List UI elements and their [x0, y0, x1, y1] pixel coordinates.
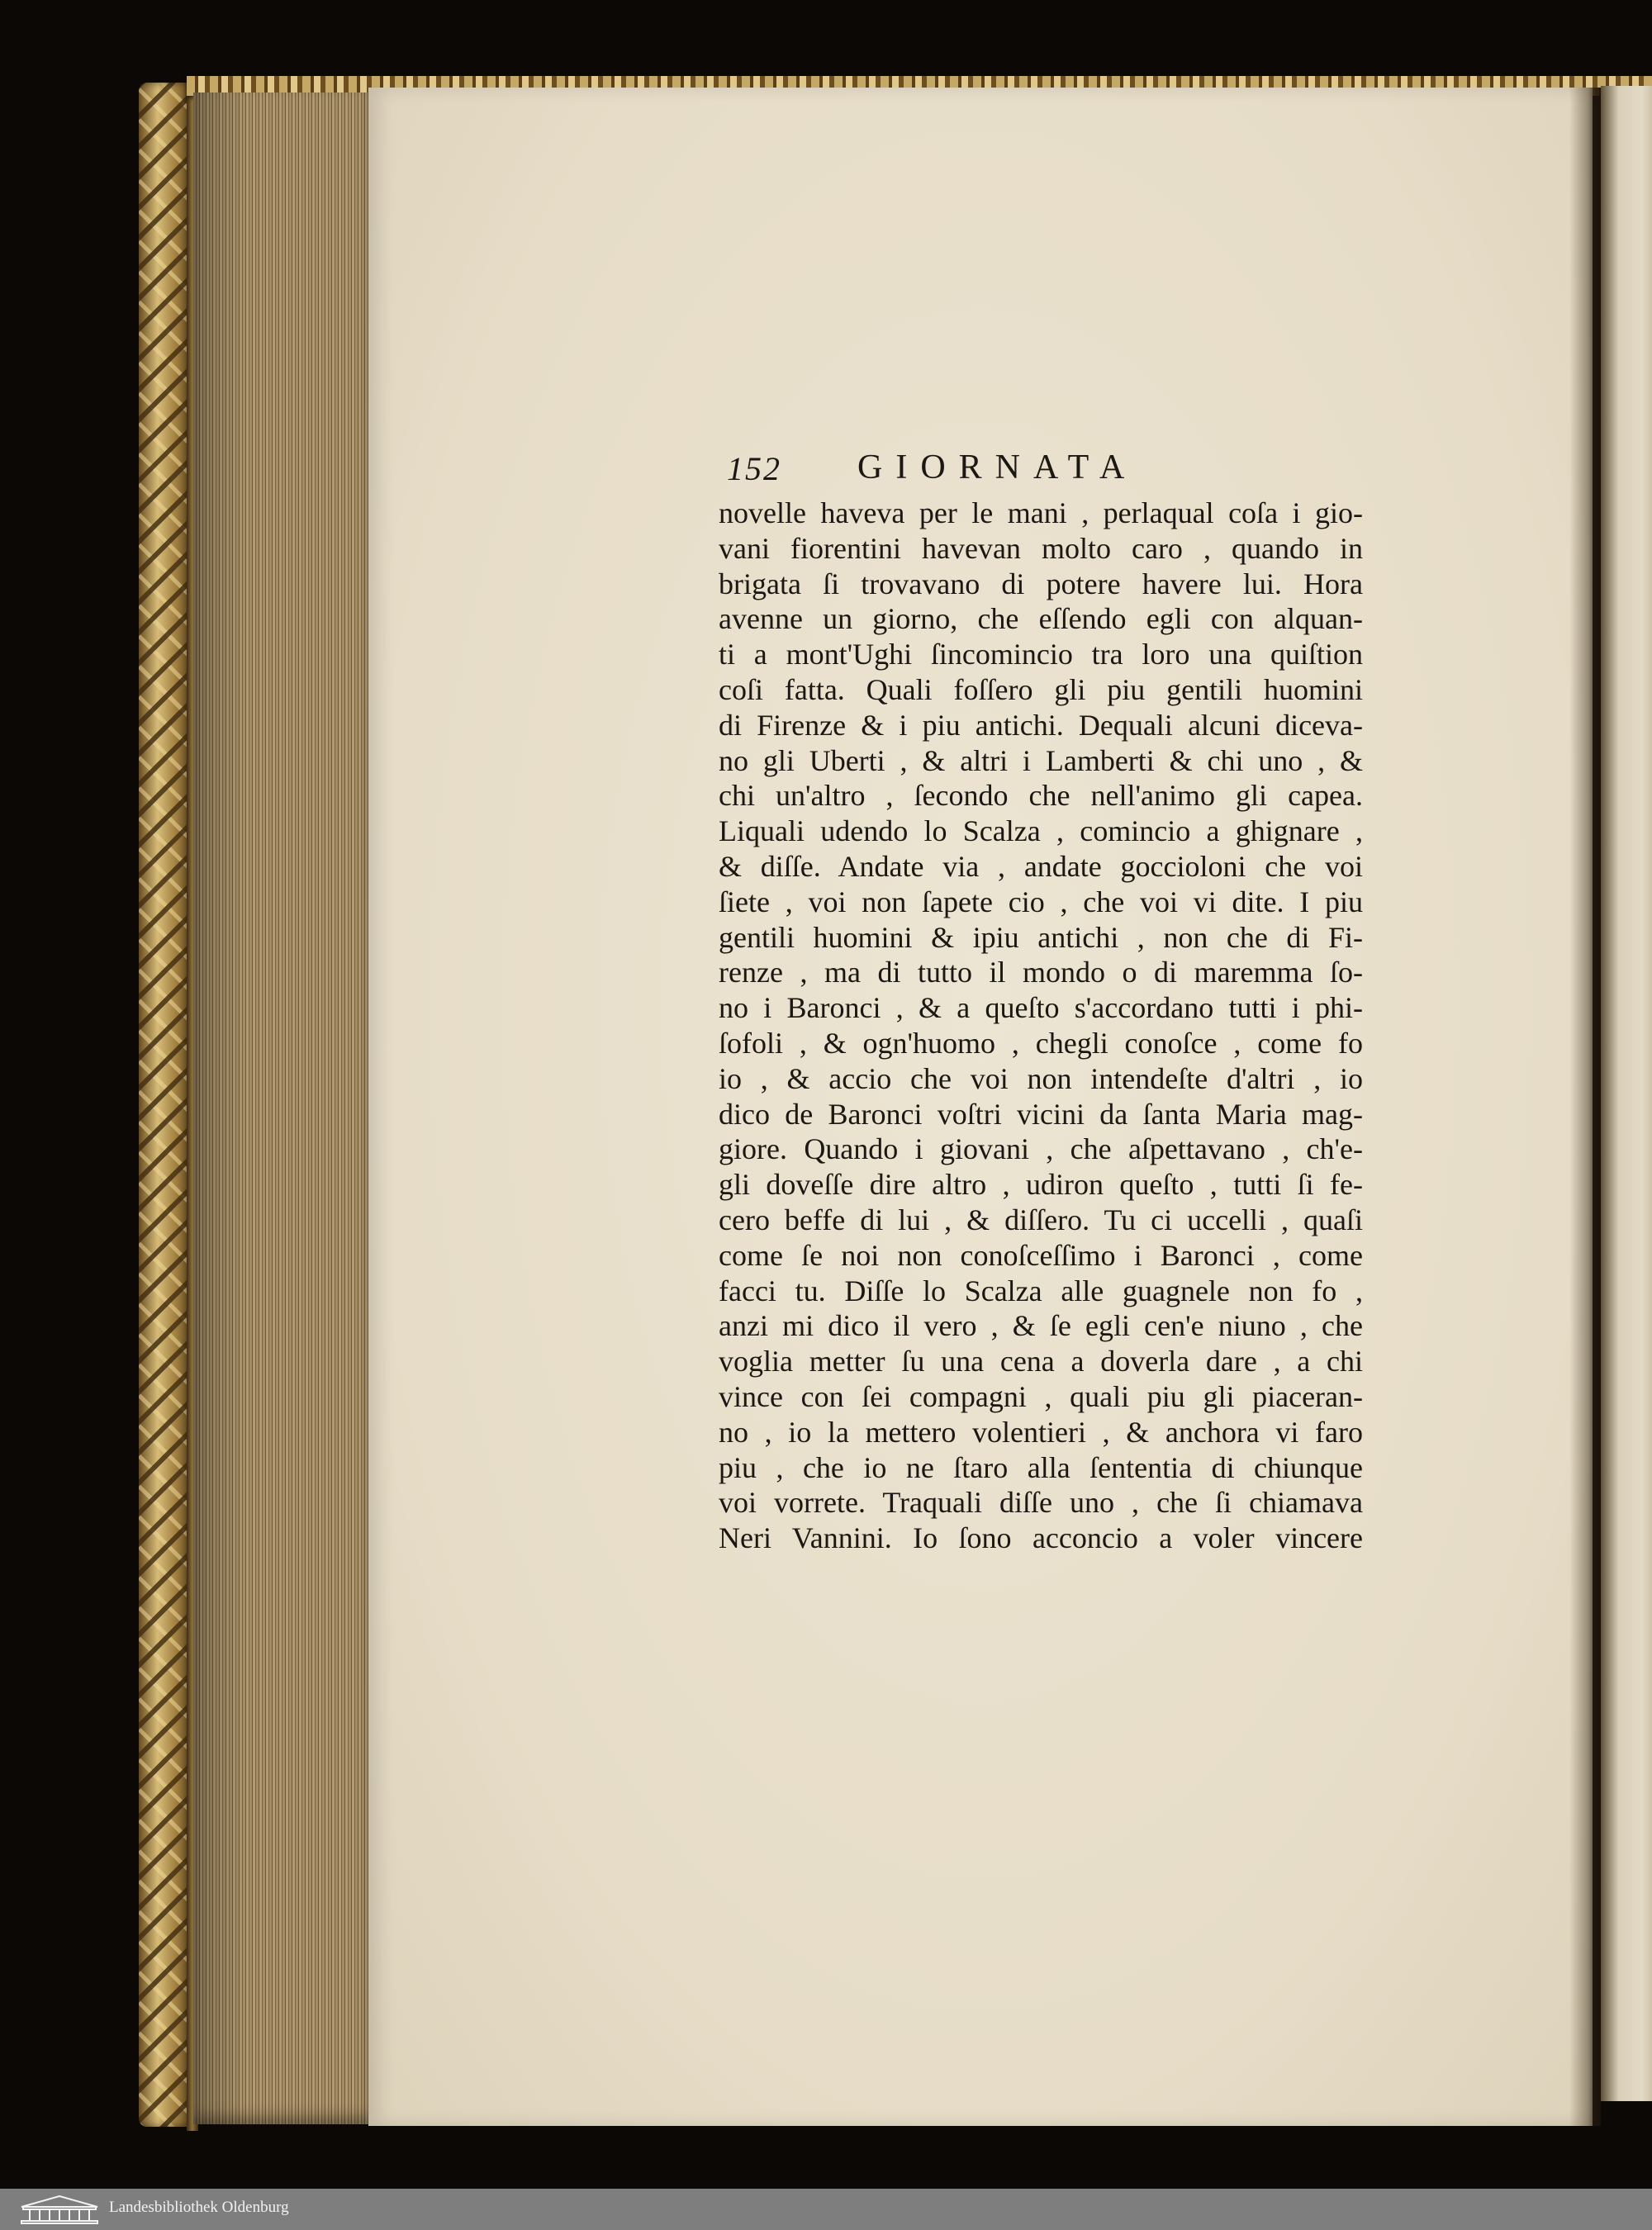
text-line: voglia metter ſu una cena a doverla dare , a chi — [719, 1345, 1363, 1378]
text-line: di Firenze & i piu antichi. Dequali alcuni diceva- — [719, 708, 1363, 742]
gilded-binding-edge — [139, 83, 193, 2127]
facing-page-edge — [1601, 86, 1652, 2101]
text-line: renze , ma di tutto il mondo o di maremma ſo- — [719, 956, 1363, 989]
text-line: cero beffe di lui , & diſſero. Tu ci uccelli , quaſi — [719, 1203, 1363, 1236]
text-line: voi vorrete. Traquali diſſe uno , che ſi chiamava — [719, 1486, 1363, 1520]
library-name: Landesbibliothek Oldenburg — [109, 2199, 289, 2216]
text-line: io , & accio che voi non intendeſte d'altri , io — [719, 1061, 1363, 1095]
text-line: chi un'altro , ſecondo che nell'animo gli capea. — [719, 779, 1363, 813]
text-line: ti a mont'Ughi ſincomincio tra loro una quiſtion — [719, 638, 1363, 671]
text-line: ſiete , voi non ſapete cio , che voi vi dite. I piu — [719, 885, 1363, 918]
body-text — [719, 496, 1363, 1556]
text-line: piu , che io ne ſtaro alla ſententia di chiunque — [719, 1450, 1363, 1484]
text-line: gli doveſſe dire altro , udiron queſto , tutti ſi fe- — [719, 1168, 1363, 1202]
text-line: no i Baronci , & a queſto s'accordano tutti i phi- — [719, 991, 1363, 1025]
text-line: Liquali udendo lo Scalza , comincio a ghignare , — [719, 814, 1363, 848]
text-line: no gli Uberti , & altri i Lamberti & chi uno , & — [719, 743, 1363, 777]
text-line: Neri Vannini. Io ſono acconcio a voler vincere — [719, 1521, 1363, 1555]
text-line: avenne un giorno, che eſſendo egli con alquan- — [719, 602, 1363, 636]
text-block — [719, 446, 1363, 1556]
library-building-icon — [18, 2194, 101, 2225]
page-gutter — [1569, 88, 1601, 2126]
text-line: ſofoli , & ogn'huomo , chegli conoſce , come fo — [719, 1026, 1363, 1060]
text-line: no , io la mettero volentieri , & anchora vi faro — [719, 1415, 1363, 1449]
text-line: come ſe noi non conoſceſſimo i Baronci , come — [719, 1238, 1363, 1272]
text-line: facci tu. Diſſe lo Scalza alle guagnele non fo , — [719, 1274, 1363, 1307]
text-line: coſi fatta. Quali foſſero gli piu gentili huomini — [719, 672, 1363, 706]
text-line: & diſſe. Andate via , andate goccioloni che voi — [719, 849, 1363, 883]
text-line: dico de Baronci voſtri vicini da ſanta Maria mag- — [719, 1097, 1363, 1131]
text-line: vince con ſei compagni , quali piu gli piaceran- — [719, 1379, 1363, 1413]
text-line: vani fiorentini havevan molto caro , quando in — [719, 531, 1363, 565]
running-head: GIORNATA — [857, 448, 1138, 486]
text-line: gentili huomini & ipiu antichi , non che di Fi- — [719, 920, 1363, 954]
text-line: brigata ſi trovavano di potere havere lui. Hora — [719, 567, 1363, 600]
text-line: giore. Quando i giovani , che aſpettavano , ch'e- — [719, 1132, 1363, 1166]
page-header — [719, 446, 1363, 489]
page-number: 152 — [727, 450, 781, 487]
text-line: anzi mi dico il vero , & ſe egli cen'e niuno , che — [719, 1309, 1363, 1343]
text-line: novelle haveva per le mani , perlaqual coſa i gio- — [719, 496, 1363, 529]
page-stack-edge — [193, 93, 370, 2124]
